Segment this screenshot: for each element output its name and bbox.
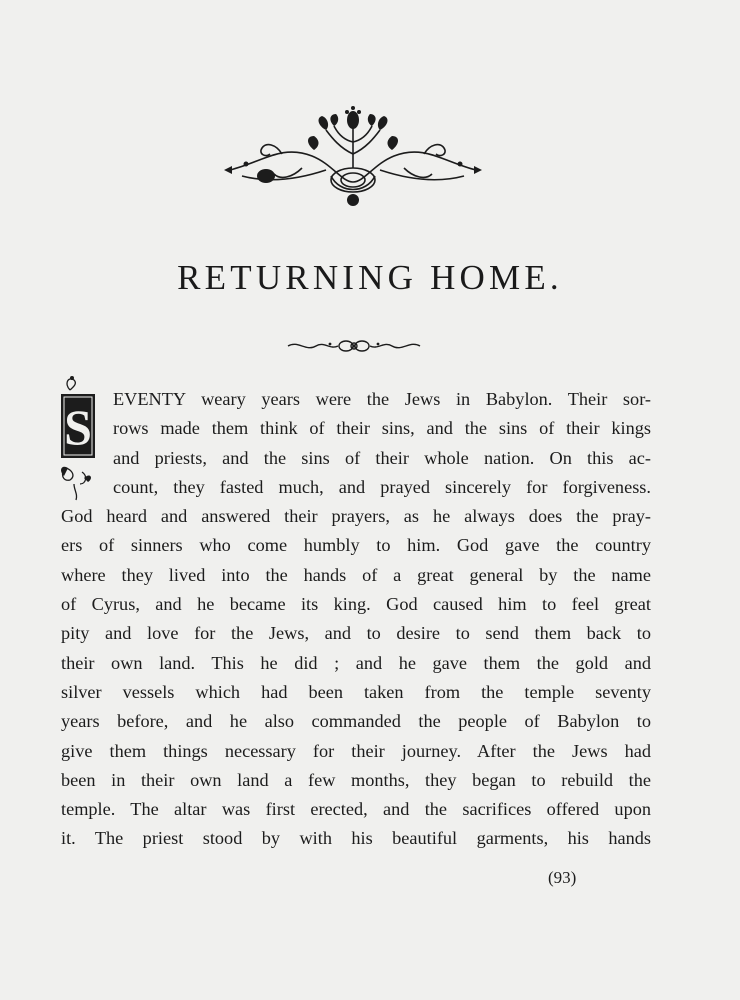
body-line: where they lived into the hands of a great general by the name [61, 564, 651, 585]
body-line: years before, and he also commanded the people of Babylon to [61, 711, 651, 732]
body-line: silver vessels which had been taken from the temple seventy [61, 681, 651, 702]
body-line: been in their own land a few months, they began to rebuild the [61, 769, 651, 790]
dropcap-letter: S [64, 399, 92, 455]
body-line: temple. The altar was first erected, and the sacrifices offered upon [61, 799, 651, 820]
body-line: ers of sinners who come humbly to him. God gave the country [61, 535, 651, 556]
body-line: and priests, and the sins of their whole nation. On this ac- [113, 447, 651, 468]
body-line: of Cyrus, and he became its king. God caused him to feel great [61, 594, 651, 615]
body-line: God heard and answered their prayers, as he always does the pray- [61, 506, 651, 527]
chapter-title: RETURNING HOME. [177, 258, 563, 297]
body-line: EVENTY weary years were the Jews in Babylon. Their sor- [113, 389, 651, 409]
body-line: give them things necessary for their journey. After the Jews had [61, 740, 651, 761]
page-number: (93) [548, 868, 577, 887]
body-line: count, they fasted much, and prayed sincerely for forgiveness. [113, 476, 651, 497]
floral-headpiece-icon [222, 104, 484, 210]
body-line: their own land. This he did ; and he gave them the gold and [61, 652, 651, 673]
body-line: it. The priest stood by with his beautiful garments, his hands [61, 828, 651, 849]
scroll-divider-icon [286, 336, 422, 356]
chapter-body [61, 385, 651, 854]
body-line: rows made them think of their sins, and the sins of their kings [113, 418, 651, 439]
body-line: pity and love for the Jews, and to desire to send them back to [61, 623, 651, 644]
